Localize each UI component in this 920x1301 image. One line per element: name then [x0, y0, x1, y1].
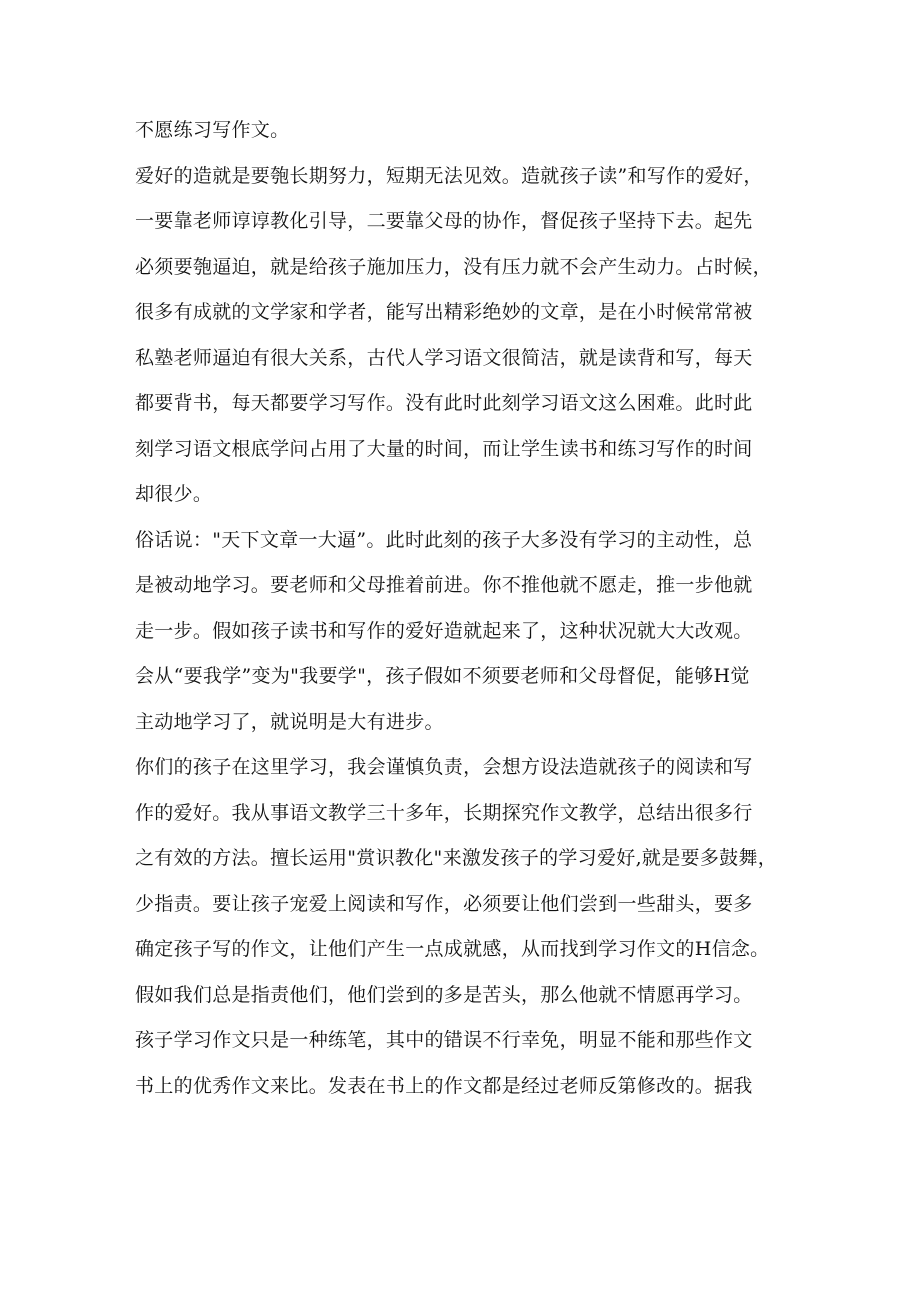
text-line: 确定孩子写的作文，让他们产生一点成就感，从而找到学习作文的H信念。: [135, 938, 770, 960]
text-line: 少指责。要让孩子宠爱上阅读和写作，必须要让他们尝到一些甜头，要多: [135, 892, 753, 915]
text-line: 一要靠老师谆谆教化引导，二要靠父母的协作，督促孩子坚持下去。起先: [135, 210, 753, 232]
text-line: 都要背书，每天都要学习写作。没有此时此刻学习语文这么困难。此时此: [135, 392, 753, 414]
text-line: 却很少。: [135, 483, 213, 505]
text-line: 主动地学习了，就说明是大有进步。: [135, 710, 444, 733]
text-line: 假如我们总是指责他们，他们尝到的多是苦头，那么他就不情愿再学习。: [135, 983, 753, 1006]
text-line: 之有效的方法。擅长运用"赏识教化"来激发孩子的学习爱好,就是要多鼓舞，: [135, 847, 778, 869]
text-line: 必须要匏逼迫，就是给孩子施加压力，没有压力就不会产生动力。占时候，: [135, 255, 772, 278]
text-line: 不愿练习写作文。: [135, 119, 290, 141]
text-line: 私塾老师逼迫有很大关系，古代人学习语文很简洁，就是读背和写，每天: [135, 346, 753, 369]
text-line: 作的爱好。我从事语文教学三十多年，长期探究作文教学，总结出很多行: [135, 801, 753, 824]
text-line: 爱好的造就是要匏长期努力，短期无法见效。造就孩子读”和写作的爱好，: [135, 164, 763, 187]
text-line: 孩子学习作文只是一种练笔，其中的错误不行幸免，明显不能和那些作文: [135, 1029, 753, 1051]
text-line: 俗话说："天下文章一大逼”。此时此刻的孩子大多没有学习的主动性，总: [135, 528, 753, 551]
text-line: 会从“要我学”变为"我要学"，孩子假如不须要老师和父母督促，能够H觉: [135, 665, 750, 687]
text-line: 是被动地学习。要老师和父母推着前进。你不推他就不愿走，推一步他就: [135, 574, 753, 596]
text-line: 刻学习语文根底学问占用了大量的时间，而让学生读书和练习写作的时间: [135, 437, 753, 460]
text-line: 很多有成就的文学家和学者，能写出精彩绝妙的文章，是在小时候常常被: [135, 301, 753, 323]
text-line: 你们的孩子在这里学习，我会谨慎负责，会想方设法造就孩子的阅读和写: [135, 756, 753, 778]
text-line: 走一步。假如孩子读书和写作的爱好造就起来了，这种状况就大大改观。: [135, 619, 753, 642]
body-text: [135, 108, 795, 1109]
text-line: 书上的优秀作文来比。发表在书上的作文都是经过老师反第修改的。据我: [135, 1074, 753, 1097]
